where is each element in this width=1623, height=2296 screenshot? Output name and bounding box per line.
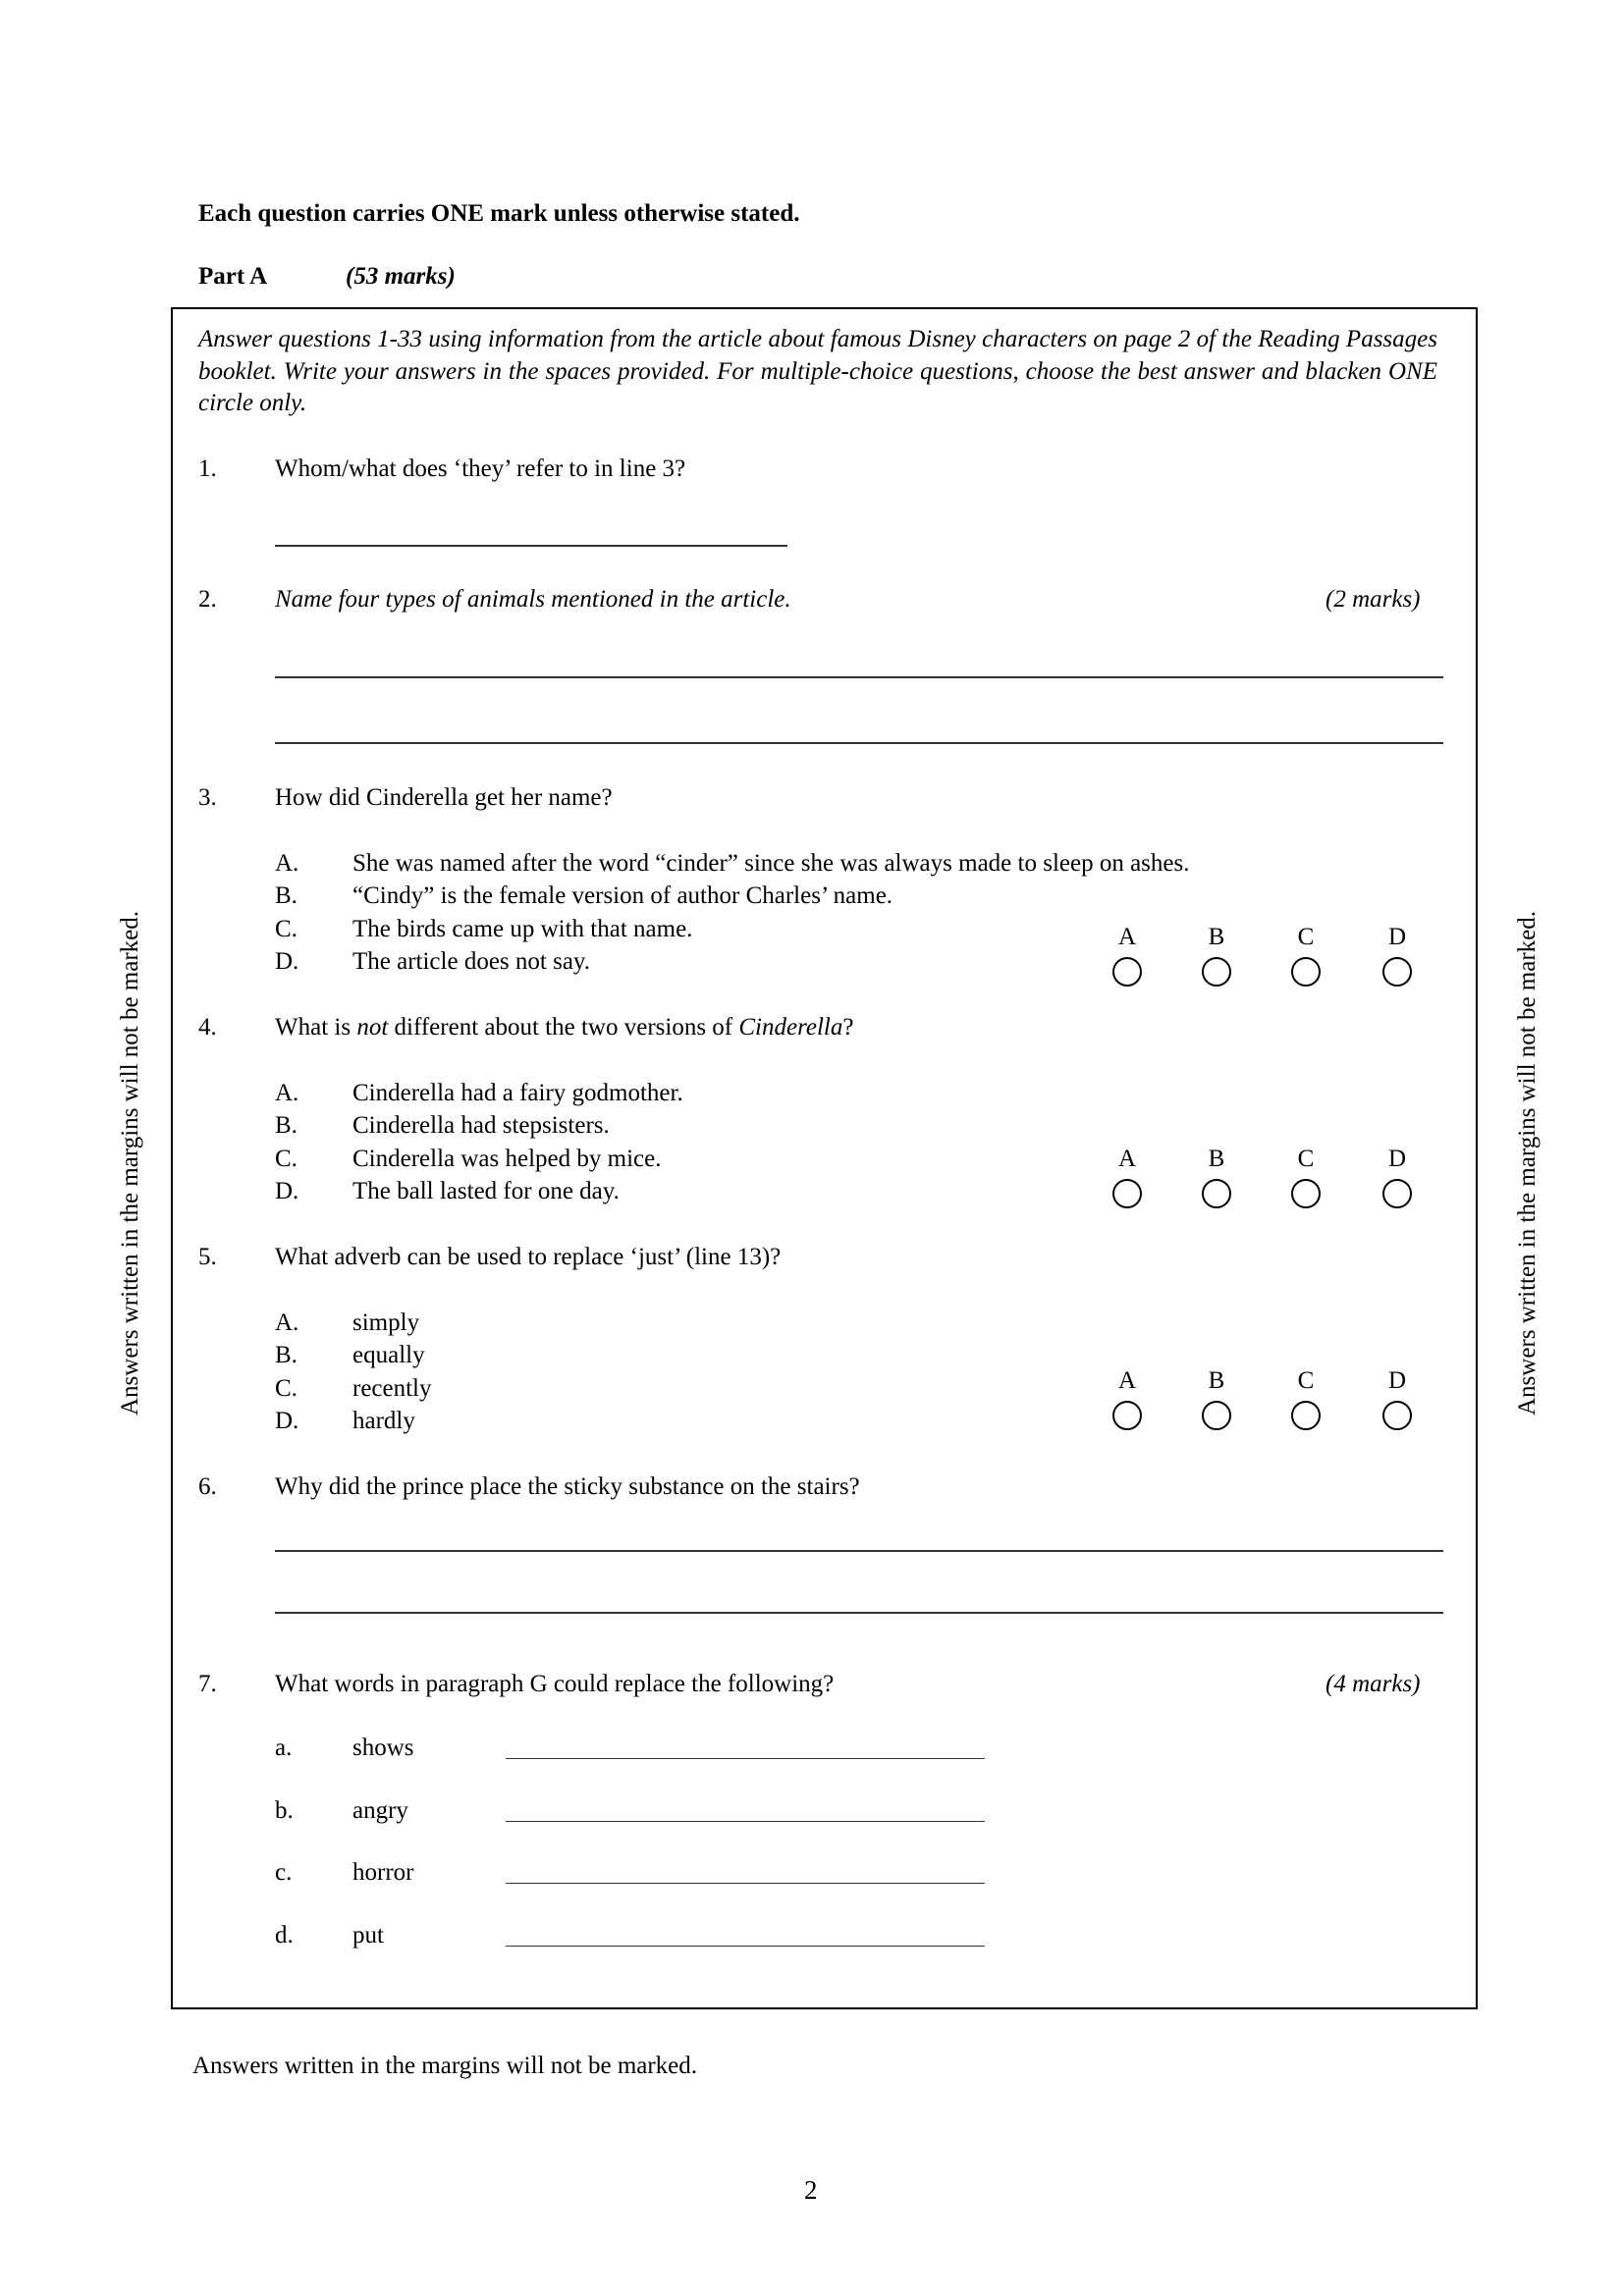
q4-bubble-b[interactable] — [1202, 1179, 1231, 1208]
q5-bubble-label-c: C — [1297, 1367, 1315, 1394]
q4-bubble-label-d: D — [1387, 1146, 1407, 1172]
q4-option-a-text: Cinderella had a fairy godmother. — [352, 1080, 683, 1106]
q7d-letter: d. — [275, 1922, 294, 1949]
q5-option-d-letter: D. — [275, 1408, 299, 1434]
q5-option-b-letter: B. — [275, 1342, 298, 1368]
q3-option-d-letter: D. — [275, 948, 299, 975]
q5-bubble-label-b: B — [1208, 1367, 1225, 1394]
q2-answer-line-1[interactable] — [275, 676, 1443, 678]
q4-option-c-text: Cinderella was helped by mice. — [352, 1146, 662, 1172]
q6-answer-line-2[interactable] — [275, 1612, 1443, 1614]
q7b-word: angry — [352, 1797, 408, 1824]
q1-number: 1. — [198, 455, 217, 482]
q5-bubble-label-d: D — [1387, 1367, 1407, 1394]
q2-answer-line-2[interactable] — [275, 742, 1443, 744]
q3-text: How did Cinderella get her name? — [275, 784, 613, 811]
q4-bubble-label-a: A — [1117, 1146, 1137, 1172]
q3-option-c-text: The birds came up with that name. — [352, 916, 693, 942]
q5-option-c-text: recently — [352, 1375, 432, 1402]
q7a-word: shows — [352, 1735, 414, 1761]
q2-number: 2. — [198, 586, 217, 613]
q5-bubble-d[interactable] — [1382, 1401, 1412, 1430]
q3-option-d-text: The article does not say. — [352, 948, 591, 975]
q4-text-mid: different about the two versions of — [388, 1014, 739, 1041]
q4-option-b-letter: B. — [275, 1112, 298, 1139]
q3-bubble-label-d: D — [1387, 924, 1407, 950]
q5-bubble-b[interactable] — [1202, 1401, 1231, 1430]
q4-option-d-letter: D. — [275, 1178, 299, 1204]
q7b-letter: b. — [275, 1797, 294, 1824]
q7d-word: put — [352, 1922, 384, 1949]
q6-answer-line-1[interactable] — [275, 1550, 1443, 1552]
q3-option-b-text: “Cindy” is the female version of author Charles’ name. — [352, 882, 893, 909]
q3-option-a-text: She was named after the word “cinder” since she was always made to sleep on ashes. — [352, 850, 1190, 877]
q6-number: 6. — [198, 1473, 217, 1500]
footer-margin-note: Answers written in the margins will not be marked. — [192, 2053, 698, 2079]
q7a-letter: a. — [275, 1735, 293, 1761]
q5-option-a-letter: A. — [275, 1309, 299, 1336]
q7c-word: horror — [352, 1859, 414, 1886]
q3-bubble-label-a: A — [1117, 924, 1137, 950]
q3-option-c-letter: C. — [275, 916, 298, 942]
right-margin-note: Answers written in the margins will not be marked. — [1514, 910, 1541, 1415]
q3-bubble-b[interactable] — [1202, 957, 1231, 987]
q5-option-b-text: equally — [352, 1342, 425, 1368]
q5-text: What adverb can be used to replace ‘just’ (line 13)? — [275, 1244, 782, 1270]
q2-text: Name four types of animals mentioned in the article. — [275, 586, 791, 613]
q3-option-a-letter: A. — [275, 850, 299, 877]
q5-option-c-letter: C. — [275, 1375, 298, 1402]
q3-bubble-label-c: C — [1297, 924, 1315, 950]
q3-bubble-label-b: B — [1208, 924, 1225, 950]
q4-text-emphasis: not — [356, 1014, 389, 1041]
q2-marks: (2 marks) — [1325, 586, 1421, 613]
q4-text — [275, 1015, 854, 1040]
q5-bubble-a[interactable] — [1112, 1401, 1142, 1430]
q5-number: 5. — [198, 1244, 217, 1270]
q3-bubble-c[interactable] — [1291, 957, 1321, 987]
q1-answer-line[interactable] — [275, 545, 787, 547]
q7d-answer-line[interactable] — [506, 1946, 985, 1947]
left-margin-note: Answers written in the margins will not be marked. — [117, 910, 143, 1415]
q5-bubble-label-a: A — [1117, 1367, 1137, 1394]
q1-text: Whom/what does ‘they’ refer to in line 3? — [275, 455, 686, 482]
q7-marks: (4 marks) — [1325, 1671, 1421, 1697]
q3-bubble-d[interactable] — [1382, 957, 1412, 987]
q7b-answer-line[interactable] — [506, 1821, 985, 1822]
q7a-answer-line[interactable] — [506, 1758, 985, 1759]
q4-text-post: ? — [842, 1014, 854, 1041]
q5-bubble-c[interactable] — [1291, 1401, 1321, 1430]
q4-number: 4. — [198, 1014, 217, 1041]
q3-bubble-a[interactable] — [1112, 957, 1142, 987]
box-instructions: Answer questions 1-33 using information from the article about famous Disney characters on page 2 of the Reading Passages booklet. Write your answers in the spaces provided. For multiple-choice questions, choose the best answer and blacken ONE circle only. — [198, 326, 1437, 416]
marking-instruction: Each question carries ONE mark unless otherwise stated. — [198, 200, 800, 227]
q4-option-b-text: Cinderella had stepsisters. — [352, 1112, 610, 1139]
q4-text-pre: What is — [275, 1014, 357, 1041]
q3-option-b-letter: B. — [275, 882, 298, 909]
q4-option-d-text: The ball lasted for one day. — [352, 1178, 620, 1204]
q4-bubble-d[interactable] — [1382, 1179, 1412, 1208]
part-label: Part A — [198, 263, 268, 290]
q6-text: Why did the prince place the sticky substance on the stairs? — [275, 1473, 860, 1500]
page-number: 2 — [804, 2175, 818, 2205]
q4-bubble-a[interactable] — [1112, 1179, 1142, 1208]
q7-number: 7. — [198, 1671, 217, 1697]
q5-option-d-text: hardly — [352, 1408, 415, 1434]
part-marks: (53 marks) — [346, 263, 456, 290]
q7c-answer-line[interactable] — [506, 1883, 985, 1884]
q4-bubble-label-c: C — [1297, 1146, 1315, 1172]
q4-option-c-letter: C. — [275, 1146, 298, 1172]
q7c-letter: c. — [275, 1859, 293, 1886]
q4-option-a-letter: A. — [275, 1080, 299, 1106]
q5-option-a-text: simply — [352, 1309, 420, 1336]
q4-bubble-c[interactable] — [1291, 1179, 1321, 1208]
q4-bubble-label-b: B — [1208, 1146, 1225, 1172]
q7-text: What words in paragraph G could replace the following? — [275, 1671, 835, 1697]
q4-text-title: Cinderella — [738, 1014, 843, 1041]
q3-number: 3. — [198, 784, 217, 811]
